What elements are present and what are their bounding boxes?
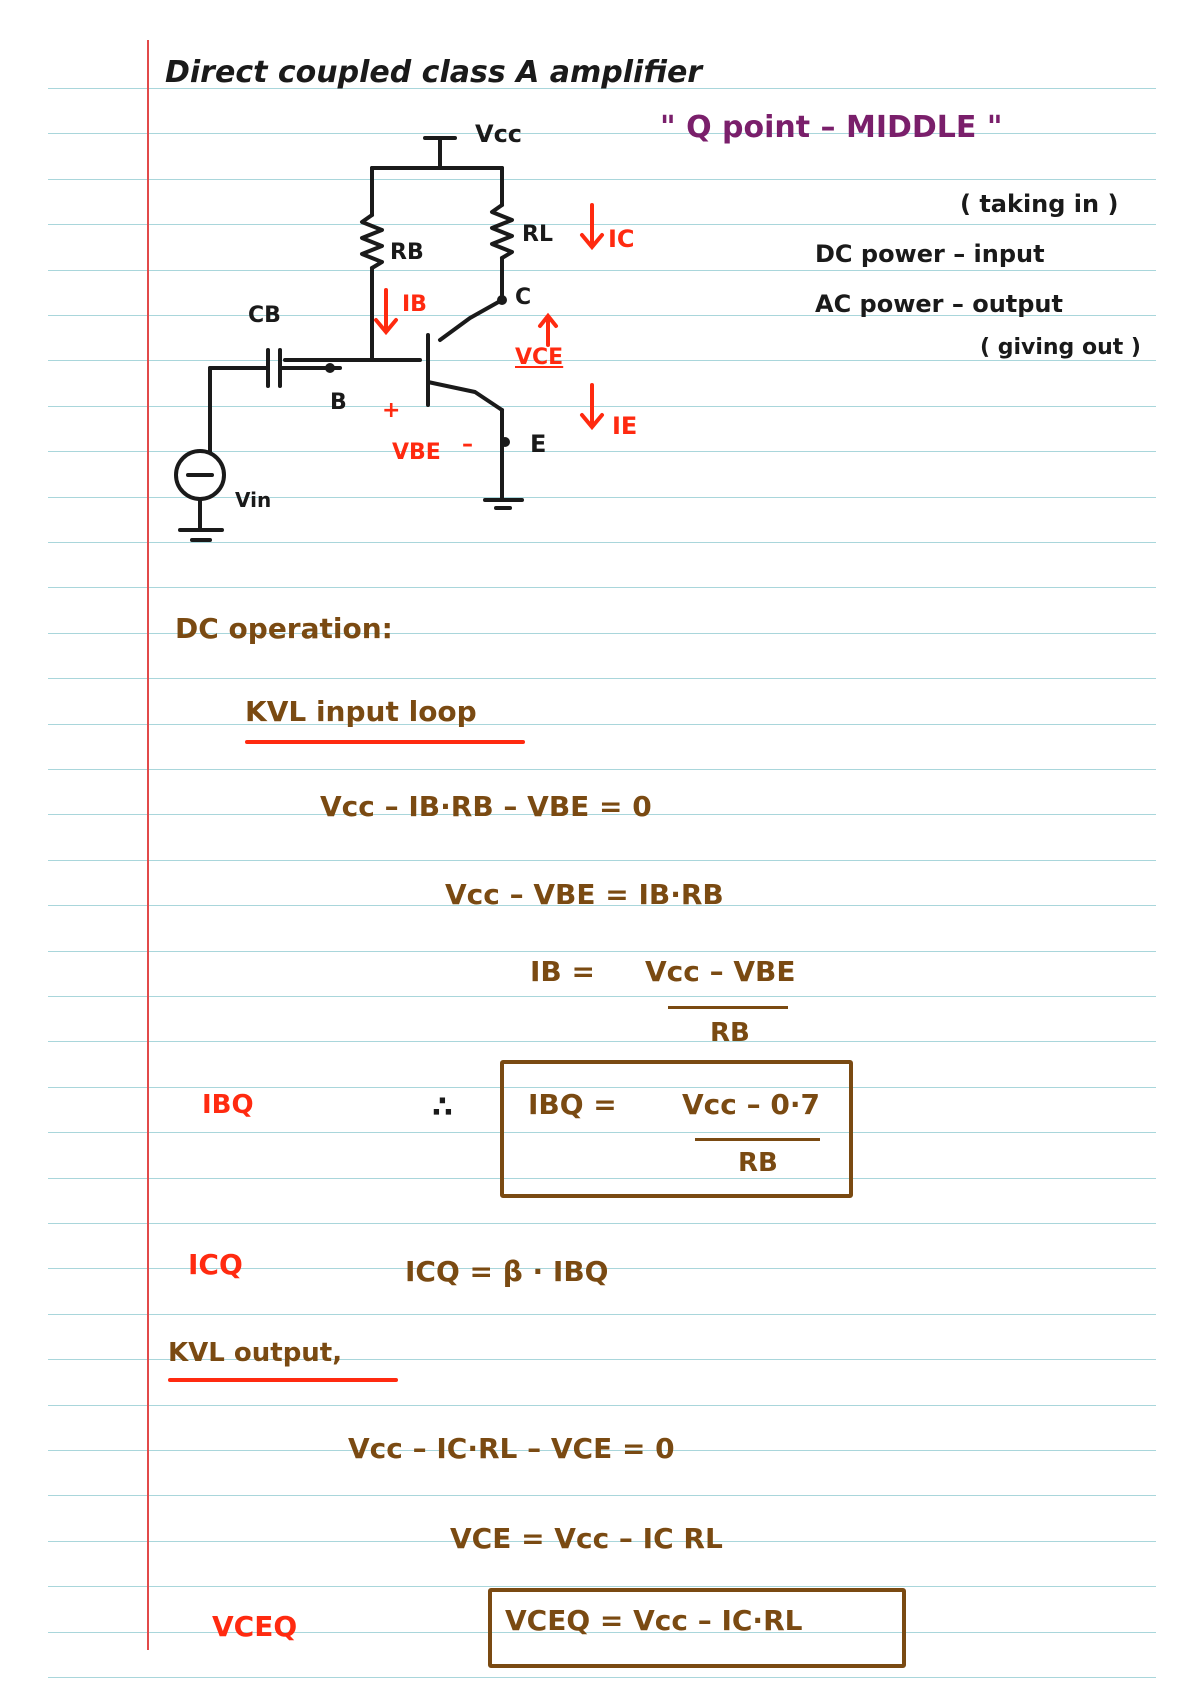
kvl-output-underline bbox=[168, 1378, 398, 1382]
vce-label: VCE bbox=[515, 345, 564, 370]
vbe-minus: – bbox=[462, 432, 473, 457]
side-note-taking-in: ( taking in ) bbox=[960, 190, 1119, 218]
cb-label: CB bbox=[248, 303, 281, 328]
side-note-giving-out: ( giving out ) bbox=[980, 335, 1141, 360]
ibq-numerator: Vcc – 0·7 bbox=[682, 1088, 820, 1121]
ibq-denominator: RB bbox=[738, 1148, 778, 1178]
kvl-input-underline bbox=[245, 740, 525, 744]
side-note-dc-power: DC power – input bbox=[815, 240, 1045, 268]
rl-label: RL bbox=[522, 222, 553, 247]
icq-side-label: ICQ bbox=[188, 1248, 243, 1281]
emitter-lead bbox=[428, 382, 502, 410]
page-heading: Direct coupled class A amplifier bbox=[165, 55, 703, 90]
kvl-input-eq2: Vcc – VBE = IB·RB bbox=[445, 878, 724, 911]
ie-label: IE bbox=[612, 412, 638, 440]
q-point-note: " Q point – MIDDLE " bbox=[660, 110, 1003, 145]
vceq-boxed-equation: VCEQ = Vcc – IC·RL bbox=[505, 1604, 803, 1637]
vin-label: Vin bbox=[235, 488, 272, 512]
ib-lhs: IB = bbox=[530, 955, 595, 988]
vceq-side-label: VCEQ bbox=[212, 1610, 298, 1643]
kvl-output-eq2: VCE = Vcc – IC RL bbox=[450, 1522, 723, 1555]
emitter-label: E bbox=[530, 430, 547, 458]
emitter-node bbox=[500, 437, 510, 447]
ib-numerator: Vcc – VBE bbox=[645, 955, 796, 988]
ibq-box bbox=[500, 1060, 853, 1198]
kvl-output-eq1: Vcc – IC·RL – VCE = 0 bbox=[348, 1432, 675, 1465]
rl-resistor bbox=[492, 205, 512, 258]
collector-lead bbox=[440, 300, 502, 340]
dc-operation-title: DC operation: bbox=[175, 612, 393, 645]
vbe-plus: + bbox=[382, 398, 401, 423]
ib-denominator: RB bbox=[710, 1018, 750, 1048]
base-label: B bbox=[330, 390, 347, 415]
ib-fraction-bar bbox=[668, 1006, 788, 1009]
icq-equation: ICQ = β · IBQ bbox=[405, 1255, 609, 1288]
vbe-label: VBE bbox=[392, 440, 441, 465]
ibq-fraction-bar bbox=[695, 1138, 820, 1141]
ib-label: IB bbox=[402, 292, 427, 317]
kvl-input-eq1: Vcc – IB·RB – VBE = 0 bbox=[320, 790, 652, 823]
collector-node bbox=[497, 295, 507, 305]
ibq-side-label: IBQ bbox=[202, 1090, 254, 1120]
therefore-symbol: ∴ bbox=[432, 1090, 453, 1125]
base-node bbox=[325, 363, 335, 373]
ibq-lhs: IBQ = bbox=[528, 1088, 617, 1121]
kvl-input-title: KVL input loop bbox=[245, 695, 477, 728]
kvl-output-title: KVL output, bbox=[168, 1338, 343, 1368]
rb-resistor bbox=[362, 215, 382, 268]
ic-label: IC bbox=[608, 225, 635, 253]
collector-label: C bbox=[515, 285, 532, 310]
side-note-ac-power: AC power – output bbox=[815, 290, 1063, 318]
vcc-label: Vcc bbox=[475, 120, 523, 148]
rb-label: RB bbox=[390, 240, 424, 265]
